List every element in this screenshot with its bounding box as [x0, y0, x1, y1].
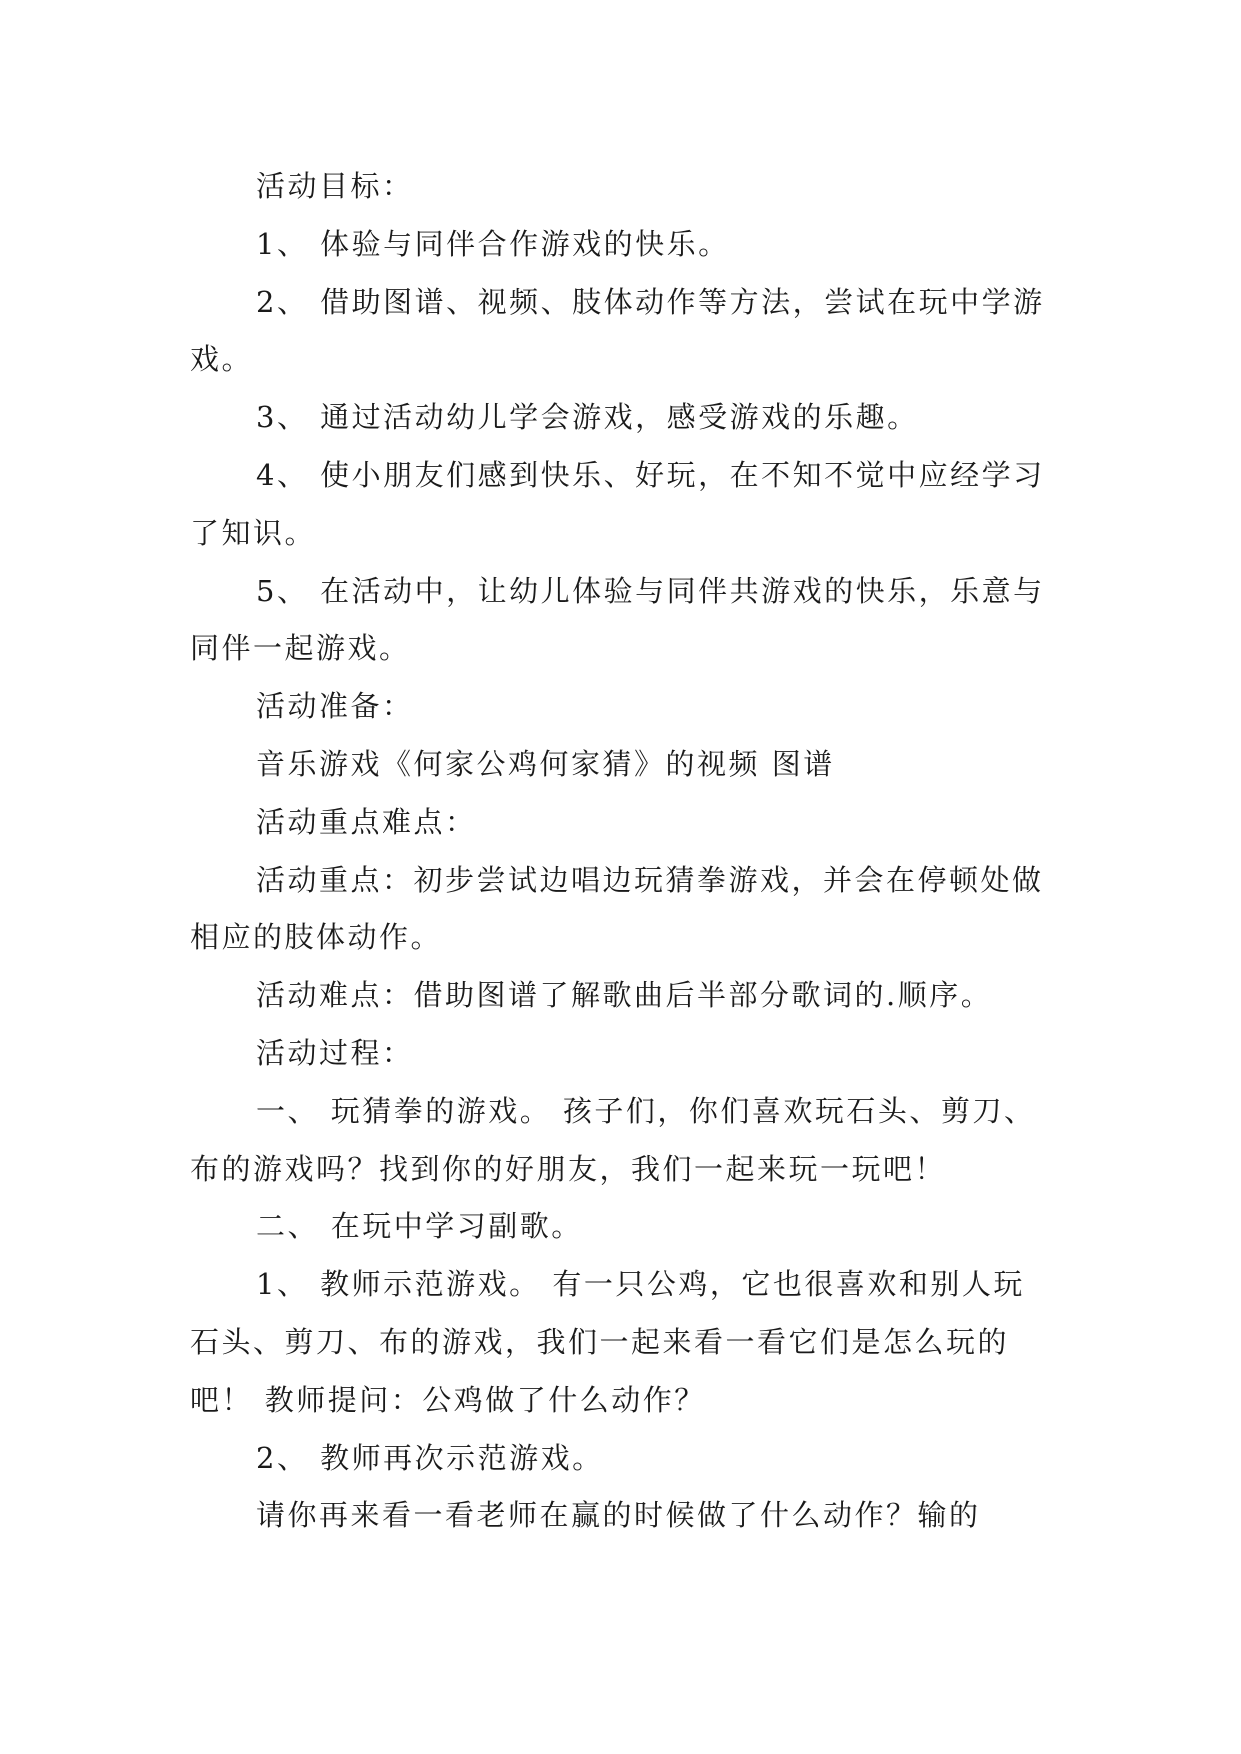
goal-item-5: 5、 在活动中，让幼儿体验与同伴共游戏的快乐，乐意与同伴一起游戏。 — [190, 573, 1045, 666]
process-step-1: 一、 玩猜拳的游戏。 孩子们，你们喜欢玩石头、剪刀、布的游戏吗？找到你的好朋友，我们一起来玩一玩吧！ — [190, 1093, 1036, 1186]
heading-key-difficult-points: 活动重点难点： — [256, 804, 477, 839]
goal-item-2: 2、 借助图谱、视频、肢体动作等方法，尝试在玩中学游戏。 — [190, 284, 1045, 377]
process-substep-1: 1、 教师示范游戏。 有一只公鸡，它也很喜欢和别人玩石头、剪刀、布的游戏，我们一起来看一看它们是怎么玩的吧！ 教师提问：公鸡做了什么动作？ — [190, 1267, 1025, 1417]
preparation-text: 音乐游戏《何家公鸡何家猜》的视频 图谱 — [256, 746, 835, 781]
heading-activity-goals: 活动目标： — [256, 169, 414, 203]
difficult-point-text: 活动难点：借助图谱了解歌曲后半部分歌词的.顺序。 — [256, 978, 993, 1013]
heading-activity-process: 活动过程： — [256, 1035, 414, 1070]
process-substep-2: 2、 教师再次示范游戏。 — [256, 1440, 604, 1475]
heading-activity-preparation: 活动准备： — [256, 689, 414, 724]
process-substep-2-text: 请你再来看一看老师在赢的时候做了什么动作？输的 — [256, 1498, 981, 1533]
process-step-2: 二、 在玩中学习副歌。 — [256, 1209, 583, 1244]
document-page — [190, 158, 1056, 1545]
key-point-text: 活动重点：初步尝试边唱边玩猜拳游戏，并会在停顿处做相应的肢体动作。 — [190, 862, 1044, 955]
goal-item-3: 3、 通过活动幼儿学会游戏，感受游戏的乐趣。 — [256, 400, 919, 435]
goal-item-1: 1、 体验与同伴合作游戏的快乐。 — [256, 226, 730, 261]
goal-item-4: 4、 使小朋友们感到快乐、好玩，在不知不觉中应经学习了知识。 — [190, 457, 1045, 550]
